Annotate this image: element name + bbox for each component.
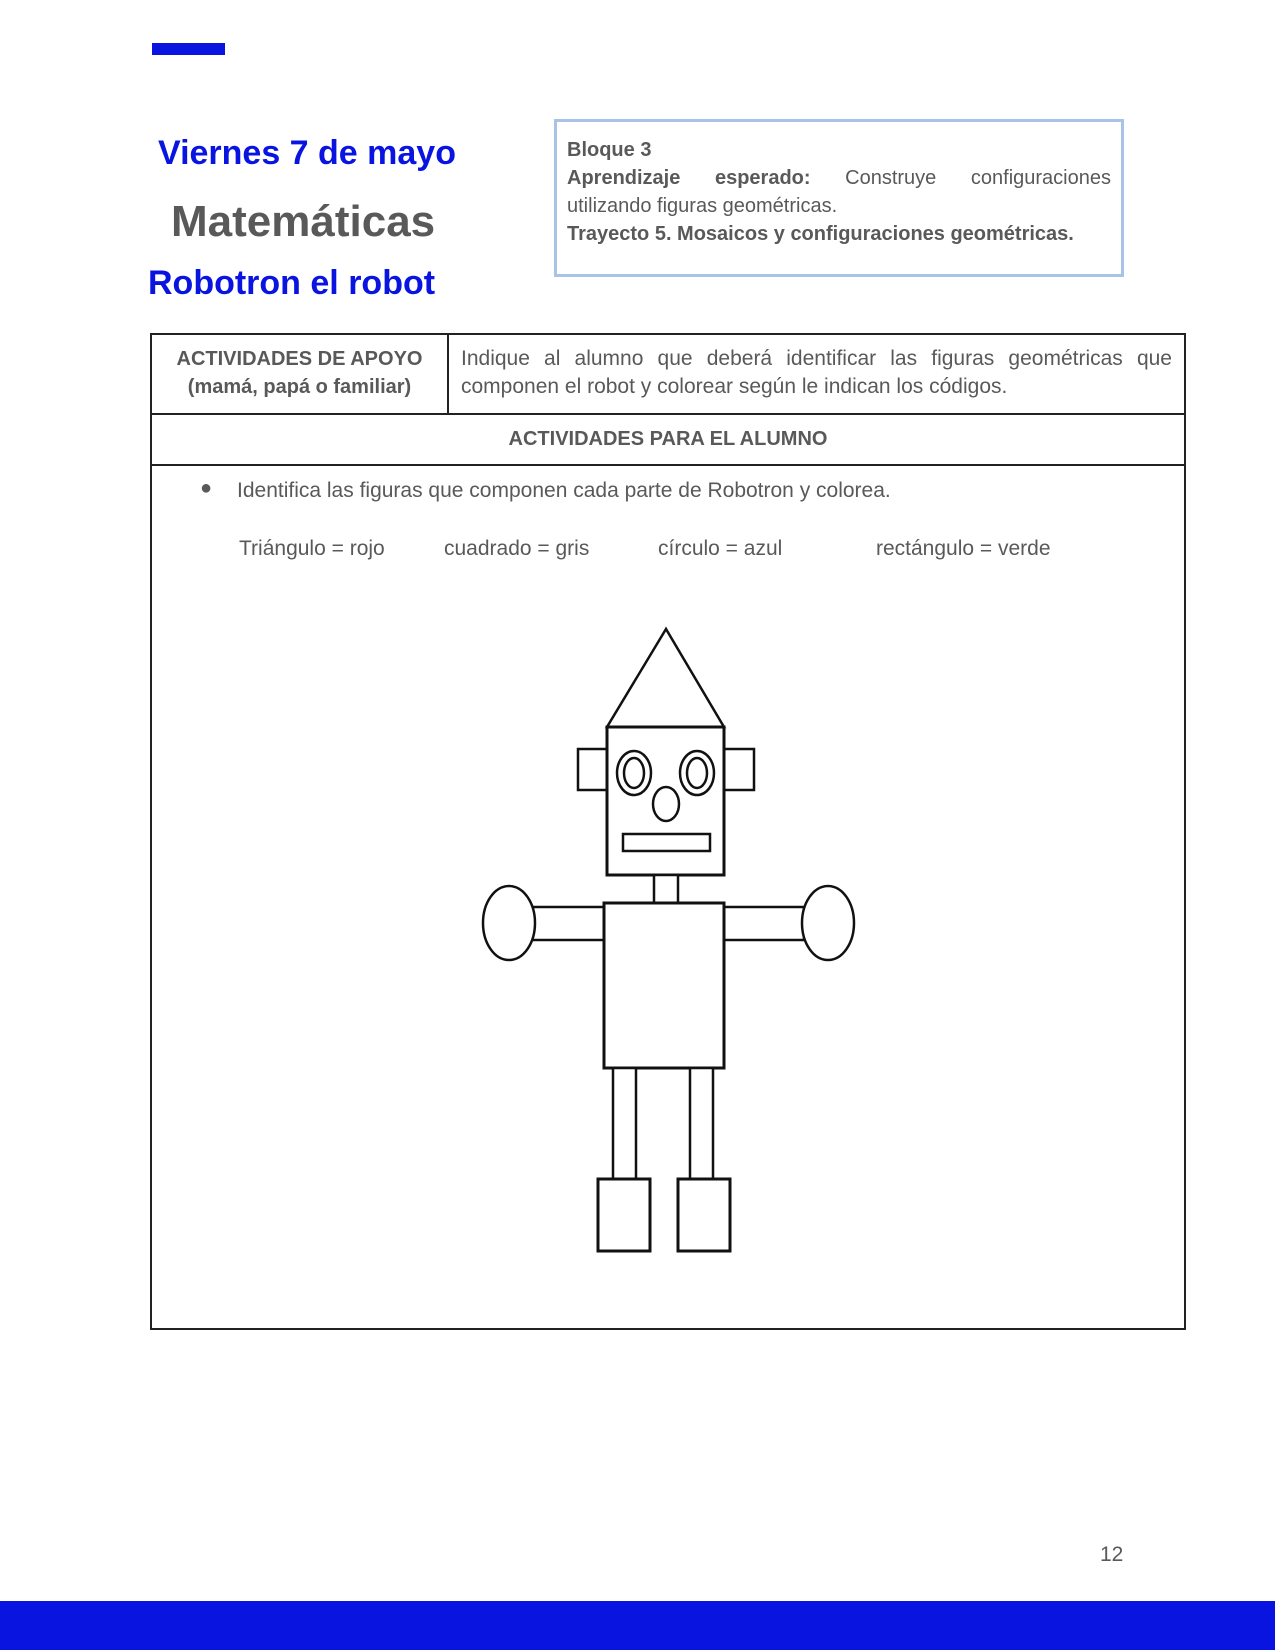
robot-nose	[653, 787, 679, 821]
lesson-title: Robotron el robot	[148, 264, 436, 302]
robot-hat-triangle	[607, 629, 724, 727]
robot-left-leg	[613, 1068, 636, 1179]
top-accent-bar	[152, 43, 225, 55]
color-code-circle: círculo = azul	[658, 537, 783, 560]
date-heading: Viernes 7 de mayo	[158, 134, 456, 172]
robot-neck	[654, 875, 678, 903]
robot-mouth	[623, 834, 710, 851]
learning-label: Aprendizaje esperado:	[567, 167, 811, 189]
robot-right-leg	[690, 1068, 713, 1179]
support-label-line1: ACTIVIDADES DE APOYO	[176, 348, 423, 370]
robot-drawing	[452, 619, 932, 1279]
subject-heading: Matemáticas	[171, 197, 436, 246]
robot-right-arm	[724, 907, 804, 940]
robot-right-ear	[724, 749, 754, 790]
robot-right-foot	[678, 1179, 730, 1251]
bullet-icon: ●	[200, 477, 213, 499]
color-code-triangle: Triángulo = rojo	[239, 537, 385, 560]
robot-right-hand	[802, 886, 854, 960]
support-label-cell	[152, 335, 449, 413]
support-row	[152, 335, 1184, 415]
activities-table	[150, 333, 1186, 1330]
color-code-square: cuadrado = gris	[444, 537, 590, 560]
block-label: Bloque 3	[567, 139, 652, 161]
learning-info-box	[554, 119, 1124, 277]
learning-text: Construye configuraciones utilizando figuras geométricas.	[567, 167, 1111, 217]
robot-body	[604, 903, 724, 1068]
path-label: Trayecto 5. Mosaicos y configuraciones geométricas.	[567, 223, 1074, 245]
color-code-rectangle: rectángulo = verde	[876, 537, 1051, 560]
bottom-accent-bar	[0, 1601, 1275, 1650]
robot-left-arm	[532, 907, 604, 940]
support-label-line2: (mamá, papá o familiar)	[187, 376, 412, 398]
robot-left-foot	[598, 1179, 650, 1251]
robot-left-hand	[483, 886, 535, 960]
page-number: 12	[1100, 1543, 1124, 1566]
student-instruction: Identifica las figuras que componen cada parte de Robotron y colorea.	[237, 479, 891, 502]
student-section-header: ACTIVIDADES PARA EL ALUMNO	[152, 415, 1184, 466]
robot-left-ear	[578, 749, 608, 790]
support-text-cell: Indique al alumno que deberá identificar las figuras geométricas que componen el robot y colorear según le indican los códigos.	[461, 347, 1172, 398]
